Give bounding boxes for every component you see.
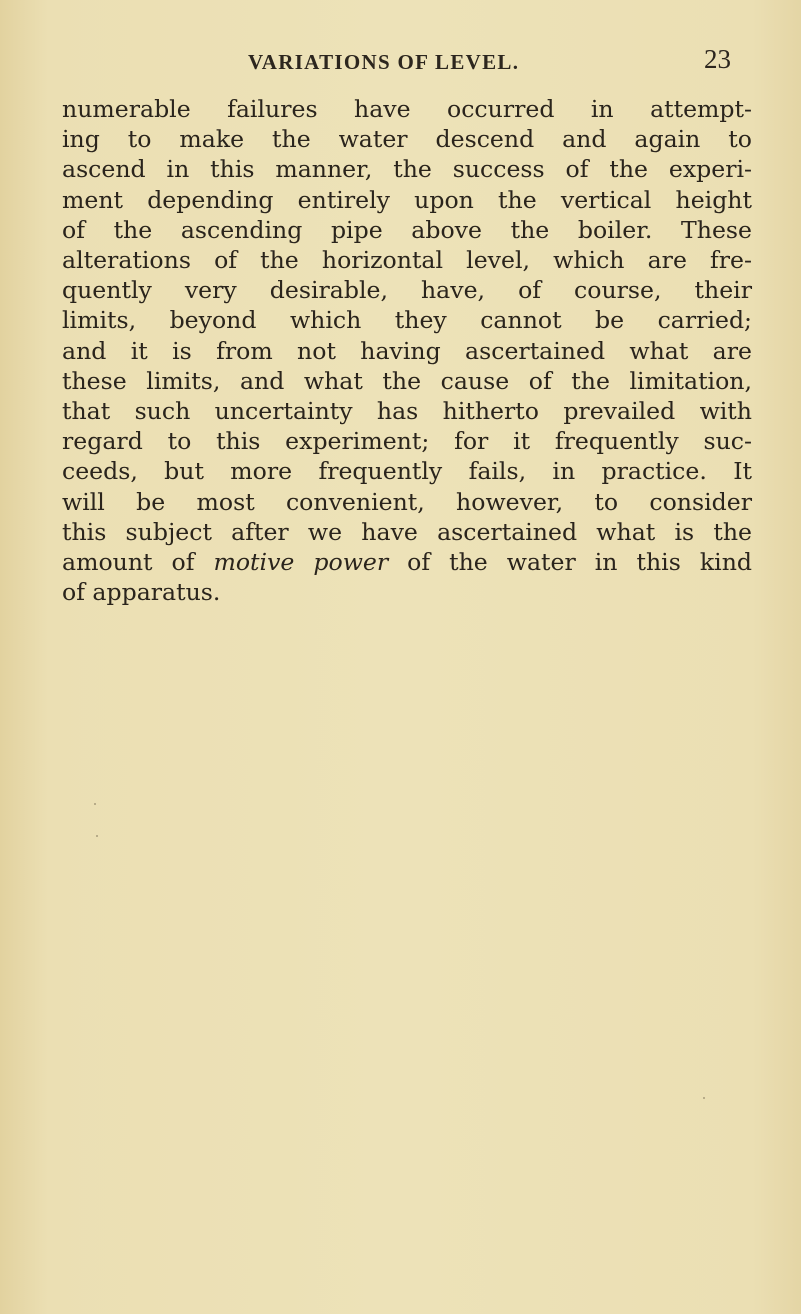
text-line: quently very desirable, have, of course, their bbox=[62, 276, 752, 305]
text-line: ment depending entirely upon the vertical height bbox=[62, 185, 752, 214]
text-line-with-emphasis bbox=[62, 547, 752, 577]
emphasis-motive-power: motive power bbox=[213, 548, 389, 577]
paper-speck bbox=[96, 835, 98, 837]
text-segment: of the water in this kind bbox=[388, 548, 752, 577]
page-number: 23 bbox=[704, 44, 731, 74]
text-line: ceeds, but more frequently fails, in practice. It bbox=[62, 457, 752, 486]
paper-speck bbox=[94, 803, 96, 805]
text-line: of the ascending pipe above the boiler. These bbox=[62, 215, 752, 244]
text-line: alterations of the horizontal level, which are fre- bbox=[62, 246, 752, 275]
text-line: this subject after we have ascertained what is the bbox=[62, 517, 752, 546]
text-line: regard to this experiment; for it frequently suc- bbox=[62, 427, 752, 456]
text-segment: amount of bbox=[62, 548, 214, 577]
text-line: ascend in this manner, the success of the experi- bbox=[62, 155, 752, 184]
text-line: and it is from not having ascertained what are bbox=[62, 336, 752, 365]
text-line: these limits, and what the cause of the limitation, bbox=[62, 366, 752, 395]
text-line: will be most convenient, however, to consider bbox=[62, 487, 752, 516]
text-line: ing to make the water descend and again to bbox=[62, 125, 752, 154]
text-line: that such uncertainty has hitherto prevailed with bbox=[62, 397, 752, 426]
text-line: numerable failures have occurred in attempt- bbox=[62, 95, 752, 123]
text-line-final: of apparatus. bbox=[62, 578, 221, 607]
body-paragraph bbox=[62, 94, 752, 607]
paper-speck bbox=[703, 1097, 705, 1099]
text-line: limits, beyond which they cannot be carried; bbox=[62, 306, 752, 335]
running-head: VARIATIONS OF LEVEL. bbox=[248, 50, 520, 74]
